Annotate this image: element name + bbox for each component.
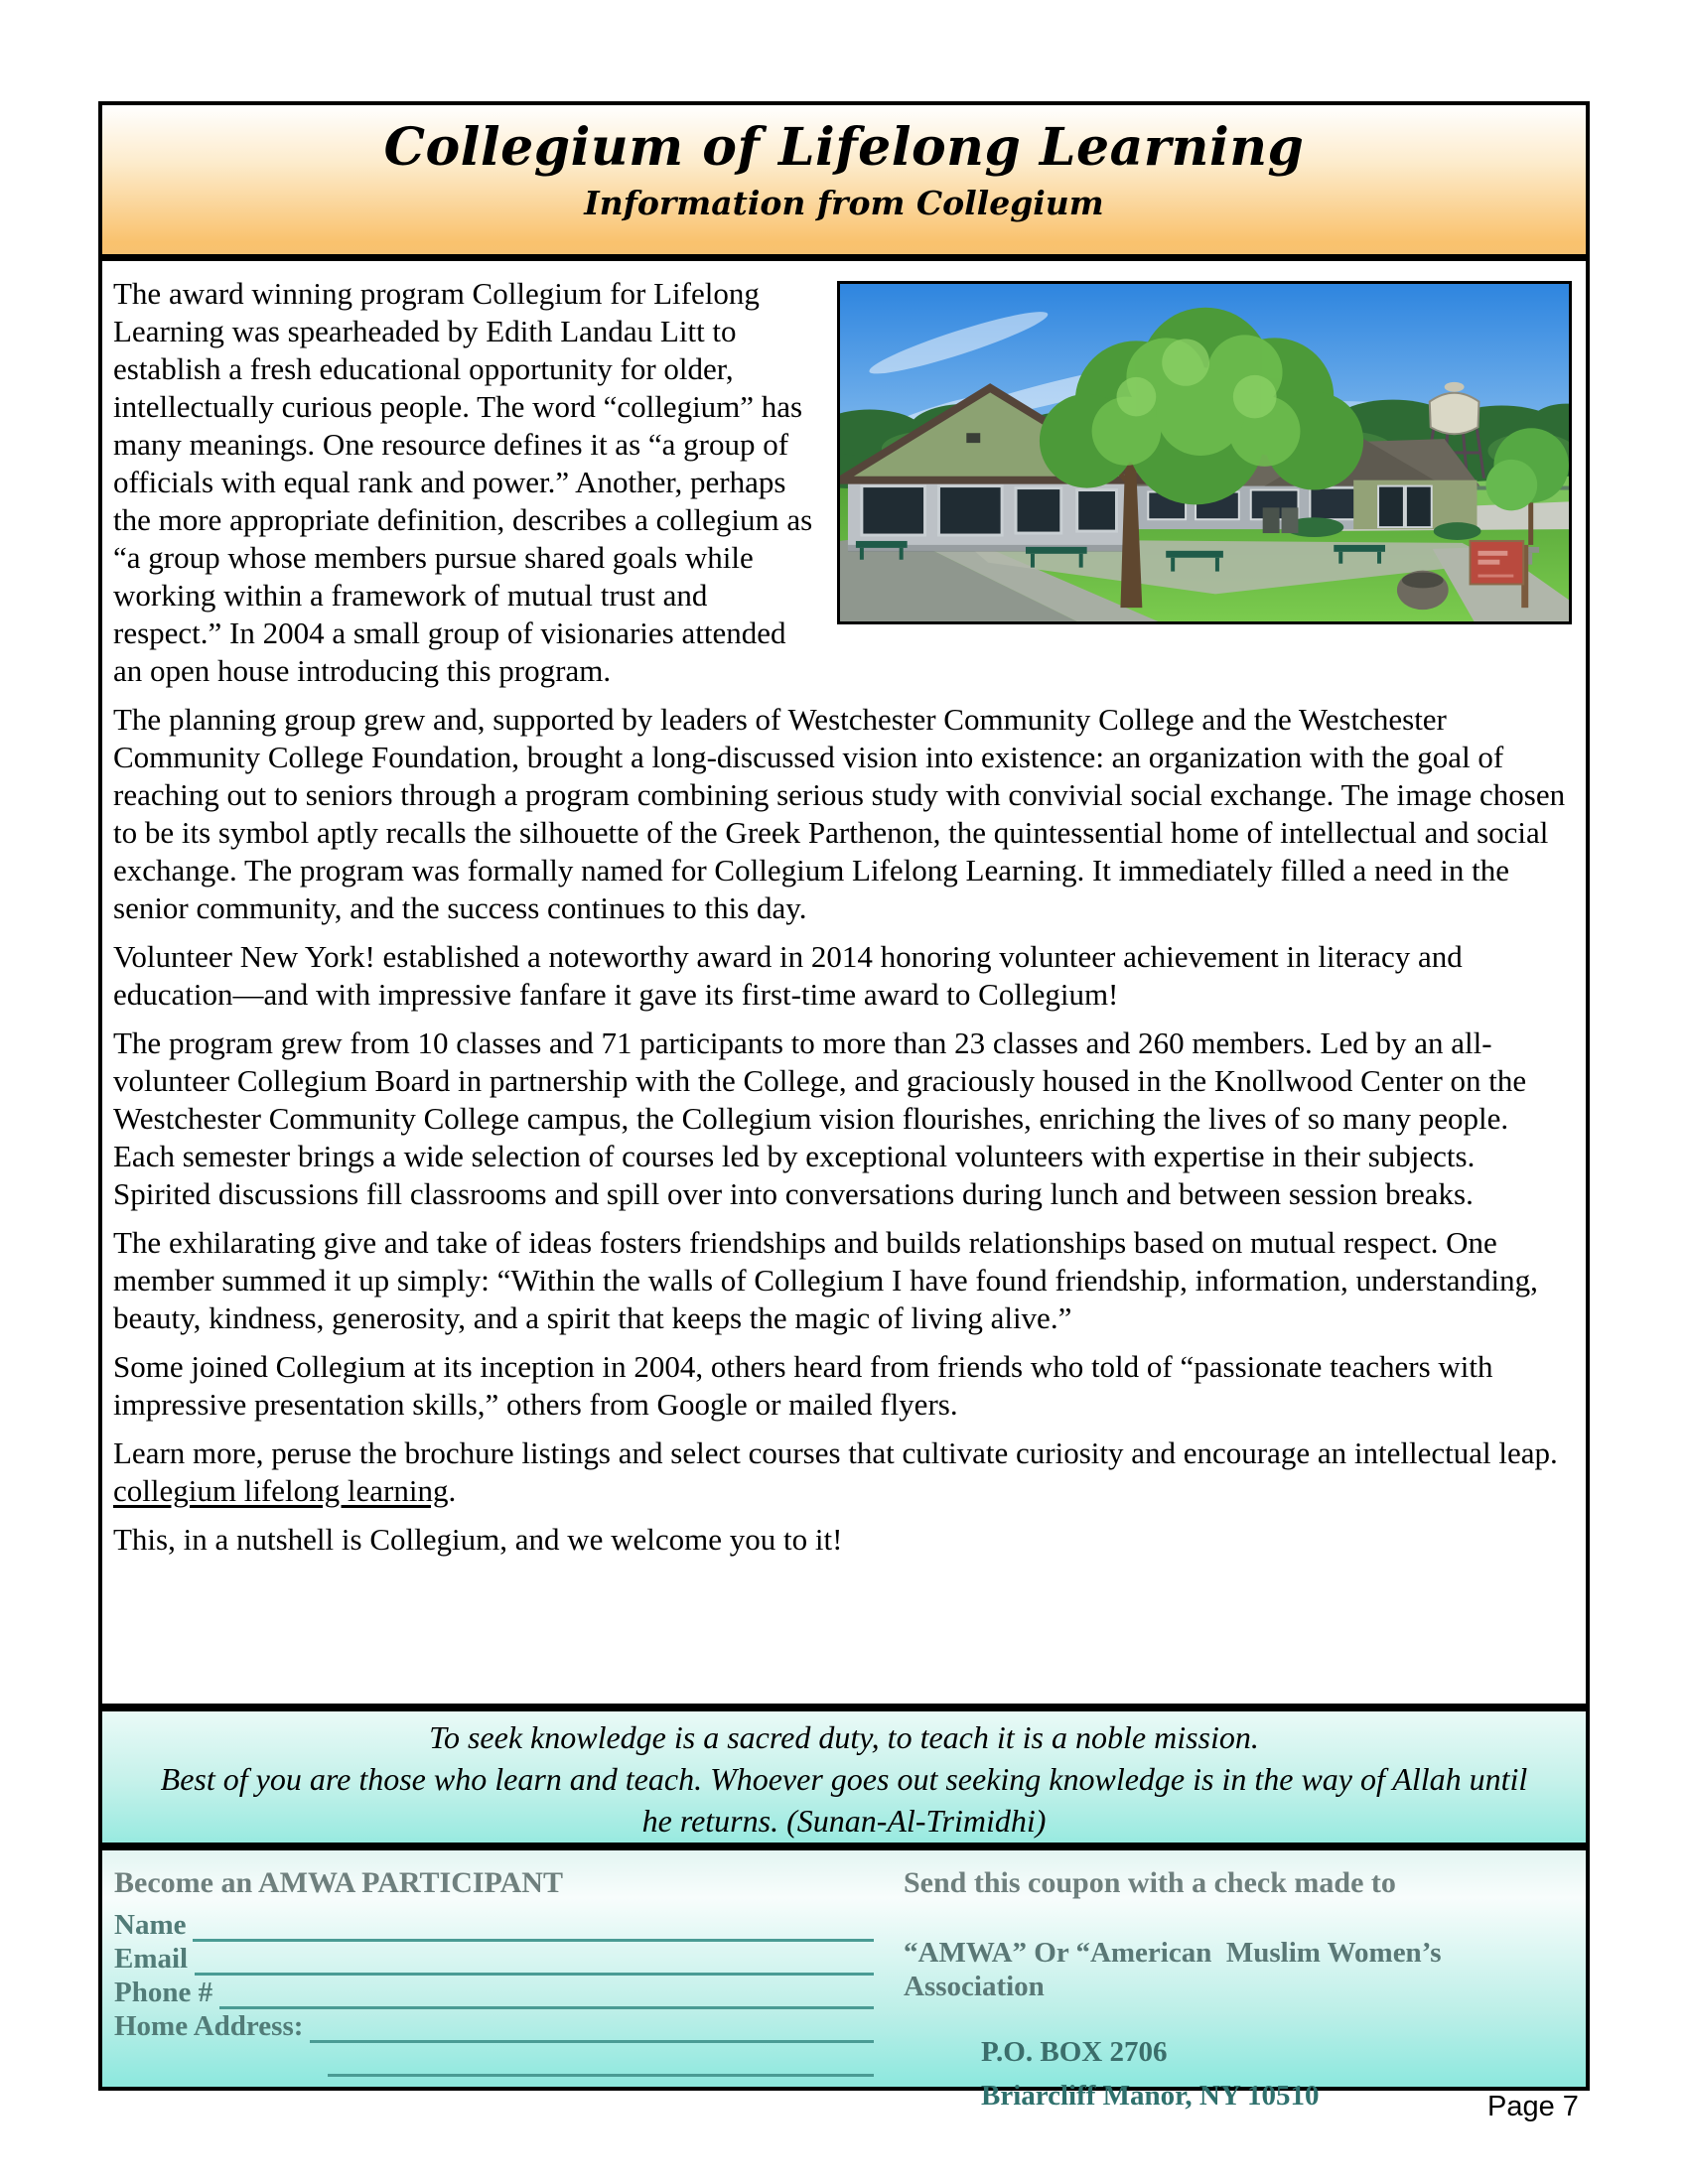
email-field-label: Email	[114, 1943, 189, 1975]
quote-line: Best of you are those who learn and teach. Whoever goes out seeking knowledge is in the way of Allah until	[160, 1761, 1528, 1797]
campus-photo-illustration	[840, 284, 1569, 621]
home-address-field-label: Home Address:	[114, 2010, 304, 2042]
name-field-row	[114, 1908, 874, 1942]
article-paragraph: The planning group grew and, supported by leaders of Westchester Community College and the Westchester Community College Foundation, brought a long-discussed vision into existence: an organization with the goal of reaching out to seniors through a program combining serious study with convivial social exchange. The image chosen to be its symbol aptly recalls the silhouette of the Greek Parthenon, the quintessential home of intellectual and social exchange. The program was formally named for Collegium Lifelong Learning. It immediately filled a need in the senior community, and the success continues to this day.	[113, 702, 1566, 925]
address-continuation-line	[328, 2050, 874, 2077]
header-band	[98, 101, 1590, 258]
coupon-heading: Become an AMWA PARTICIPANT	[114, 1866, 563, 1899]
coupon-form-column	[114, 1866, 874, 2079]
link-paragraph-post: .	[448, 1473, 457, 1508]
article-body	[98, 258, 1590, 1707]
phone-write-in-line	[219, 1982, 874, 2009]
email-field-row	[114, 1942, 874, 1976]
knollwood-center-photo	[837, 281, 1572, 624]
page-subtitle: Information from Collegium	[584, 184, 1104, 222]
phone-field-label: Phone #	[114, 1977, 213, 2008]
send-coupon-instruction: Send this coupon with a check made to	[904, 1866, 1396, 1899]
home-address-field-row	[114, 2009, 874, 2043]
phone-field-row	[114, 1976, 874, 2009]
home-address-write-in-line	[310, 2016, 874, 2043]
article-closing-line: This, in a nutshell is Collegium, and we welcome you to it!	[113, 1522, 843, 1557]
quote-line: he returns. (Sunan-Al-Trimidhi)	[641, 1803, 1047, 1839]
address-continuation-row	[114, 2043, 874, 2077]
email-write-in-line	[195, 1949, 874, 1976]
article-paragraph: Some joined Collegium at its inception in 2004, others heard from friends who told of “passionate teachers with impressive presentation skills,” others from Google or mailed flyers.	[113, 1349, 1493, 1422]
page-title: Collegium of Lifelong Learning	[383, 117, 1305, 178]
name-field-label: Name	[114, 1909, 187, 1941]
quote-line: To seek knowledge is a sacred duty, to teach it is a noble mission.	[429, 1719, 1259, 1755]
city-state-zip-line: Briarcliff Manor, NY 10510	[981, 2080, 1320, 2112]
link-paragraph-pre: Learn more, peruse the brochure listings and select courses that cultivate curiosity and encourage an intellectual leap.	[113, 1435, 1558, 1470]
hadith-quote-band	[98, 1707, 1590, 1846]
payee-line: “AMWA” Or “American Muslim Women’s Association	[904, 1937, 1442, 2002]
name-write-in-line	[193, 1915, 874, 1942]
article-paragraph: The award winning program Collegium for Lifelong Learning was spearheaded by Edith Landau Litt to establish a fresh educational opportunity for older, intellectually curious people. The word “collegium” has many meanings. One resource defines it as “a group of officials with equal rank and power.” Another, perhaps the more appropriate definition, describes a collegium as “a group whose members pursue shared goals while working within a framework of mutual trust and respect.” In 2004 a small group of visionaries attended an open house introducing this program.	[113, 276, 813, 688]
po-box-line: P.O. BOX 2706	[981, 2036, 1168, 2068]
article-paragraph: Volunteer New York! established a noteworthy award in 2014 honoring volunteer achievement in literacy and education—and with impressive fanfare it gave its first-time award to Collegium!	[113, 939, 1463, 1012]
article-paragraph: The program grew from 10 classes and 71 participants to more than 23 classes and 260 members. Led by an all-volunteer Collegium Board in partnership with the College, and graciously housed in the Knollwood Center on the Westchester Community College campus, the Collegium vision flourishes, enriching the lives of so many people. Each semester brings a wide selection of courses led by exceptional volunteers with expertise in their subjects. Spirited discussions fill classrooms and spill over into conversations during lunch and between session breaks.	[113, 1025, 1527, 1211]
article-paragraph-with-link	[113, 1434, 1572, 1510]
collegium-lifelong-learning-link[interactable]: collegium lifelong learning	[113, 1473, 449, 1508]
article-paragraph: The exhilarating give and take of ideas fosters friendships and builds relationships based on mutual respect. One member summed it up simply: “Within the walls of Collegium I have found friendship, information, understanding, beauty, kindness, generosity, and a spirit that keeps the magic of living alive.”	[113, 1225, 1538, 1335]
page-number: Page 7	[1487, 2091, 1579, 2122]
